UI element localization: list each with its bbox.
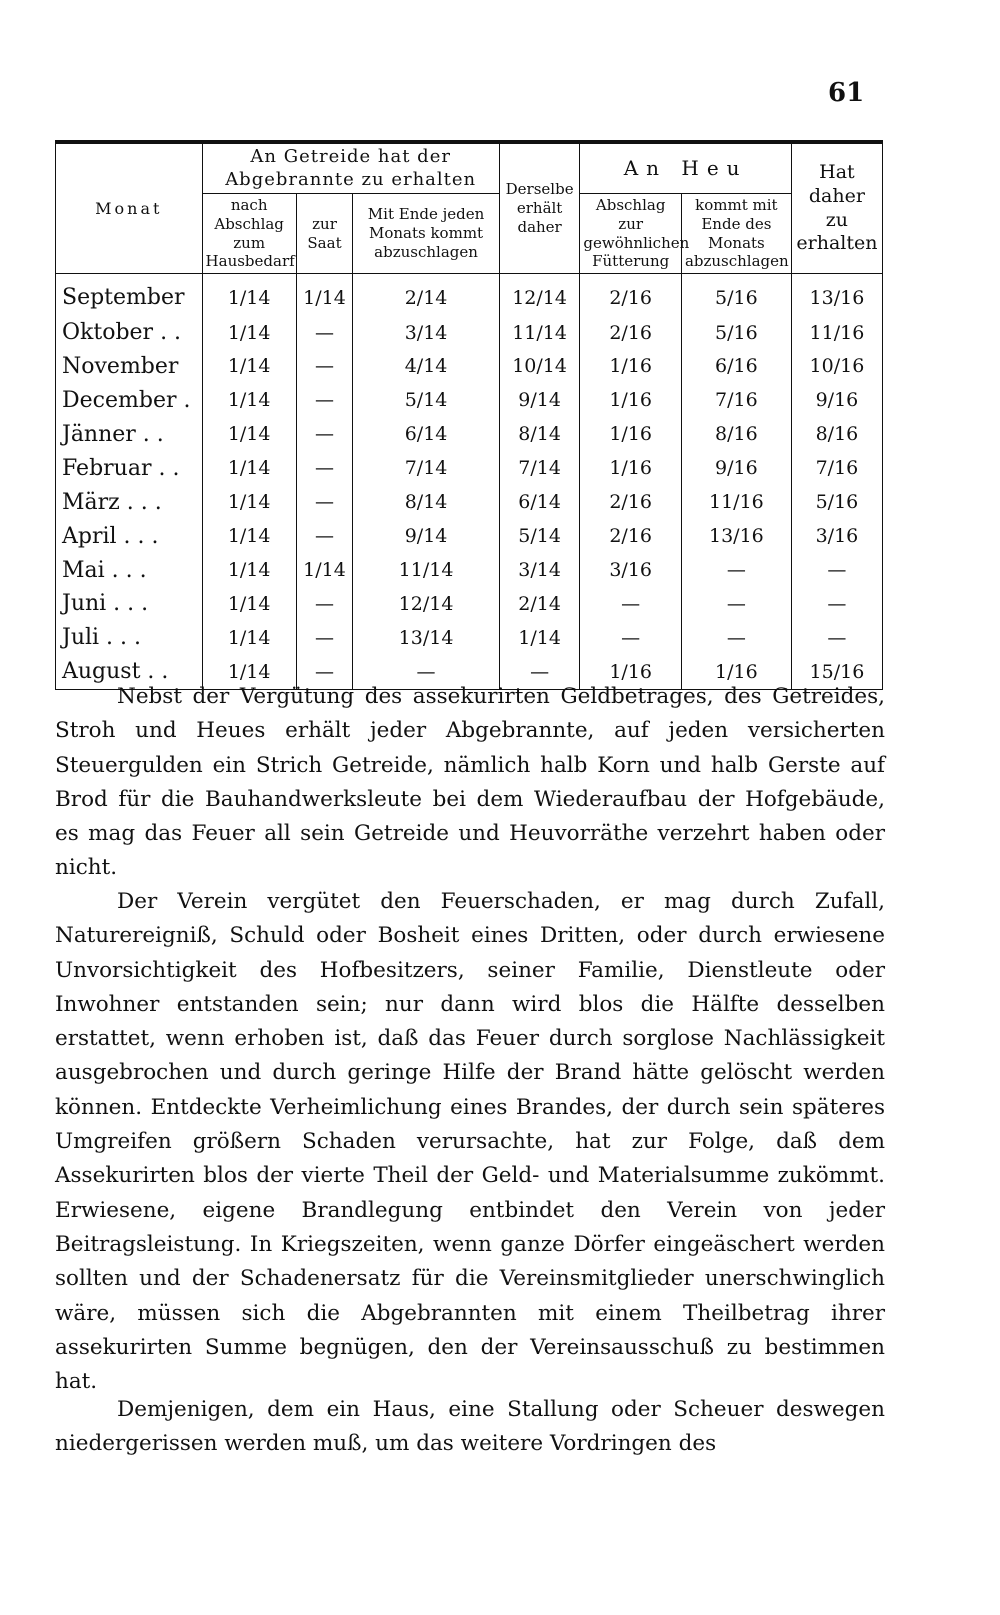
cell-monthly: 12/14	[353, 587, 500, 621]
cell-month: Jänner . .	[56, 417, 203, 451]
paragraph-1: Nebst der Vergütung des assekurirten Geldbetrages, des Getreides, Stroh und Heues erhält jeder Abgebrannte, auf jeden versicherten Steuergulden ein Strich Getreide, nämlich halb Korn und halb Gerste auf Brod für die Bauhandwerksleute bei dem Wiederaufbau der Hofgebäude, es mag das Feuer all sein Getreide und Heuvorräthe verzehrt haben oder nicht.	[55, 684, 885, 881]
cell-receives: 9/14	[499, 383, 580, 417]
cell-month: April . . .	[56, 519, 203, 553]
cell-hay-total: 9/16	[791, 383, 882, 417]
header-grain-receives: Derselbe erhält daher	[499, 142, 580, 274]
cell-household: 1/14	[202, 655, 296, 690]
cell-receives: 11/14	[499, 316, 580, 350]
cell-hay-monthly: 7/16	[681, 383, 791, 417]
cell-receives: 5/14	[499, 519, 580, 553]
cell-hay-deduction: 1/16	[580, 350, 682, 384]
cell-monthly: 5/14	[353, 383, 500, 417]
grain-hay-table-container	[55, 140, 883, 690]
table-row	[56, 316, 883, 350]
cell-hay-monthly: 6/16	[681, 350, 791, 384]
page-number: 61	[828, 78, 865, 108]
header-grain-monthly: Mit Ende jeden Monats kommt abzuschlagen	[353, 194, 500, 274]
table-row	[56, 587, 883, 621]
cell-month: December .	[56, 383, 203, 417]
cell-hay-monthly: —	[681, 553, 791, 587]
cell-hay-total: —	[791, 621, 882, 655]
cell-monthly: 4/14	[353, 350, 500, 384]
cell-hay-deduction: —	[580, 621, 682, 655]
table-row	[56, 350, 883, 384]
cell-seed: —	[296, 417, 353, 451]
header-hay-deduction: Abschlag zur gewöhnlichen Fütterung	[580, 194, 682, 274]
header-grain-seed: zur Saat	[296, 194, 353, 274]
cell-hay-monthly: 8/16	[681, 417, 791, 451]
table-row	[56, 485, 883, 519]
cell-seed: —	[296, 383, 353, 417]
cell-hay-total: 11/16	[791, 316, 882, 350]
cell-month: Juni . . .	[56, 587, 203, 621]
cell-month: Oktober . .	[56, 316, 203, 350]
cell-monthly: 9/14	[353, 519, 500, 553]
cell-hay-total: 10/16	[791, 350, 882, 384]
cell-household: 1/14	[202, 485, 296, 519]
cell-household: 1/14	[202, 417, 296, 451]
cell-monthly: —	[353, 655, 500, 690]
cell-hay-deduction: 1/16	[580, 451, 682, 485]
cell-household: 1/14	[202, 274, 296, 316]
cell-hay-monthly: —	[681, 621, 791, 655]
cell-receives: 12/14	[499, 274, 580, 316]
cell-household: 1/14	[202, 451, 296, 485]
cell-seed: —	[296, 350, 353, 384]
table-row	[56, 451, 883, 485]
cell-receives: 8/14	[499, 417, 580, 451]
cell-hay-total: —	[791, 553, 882, 587]
cell-hay-total: 15/16	[791, 655, 882, 690]
cell-month: Mai . . .	[56, 553, 203, 587]
cell-hay-deduction: 1/16	[580, 417, 682, 451]
cell-hay-deduction: 1/16	[580, 655, 682, 690]
cell-hay-monthly: —	[681, 587, 791, 621]
table-row	[56, 417, 883, 451]
table-row	[56, 383, 883, 417]
cell-household: 1/14	[202, 350, 296, 384]
cell-household: 1/14	[202, 587, 296, 621]
cell-receives: 2/14	[499, 587, 580, 621]
cell-hay-monthly: 5/16	[681, 274, 791, 316]
cell-month: Februar . .	[56, 451, 203, 485]
cell-hay-total: 7/16	[791, 451, 882, 485]
cell-hay-total: 5/16	[791, 485, 882, 519]
header-hay-monthly: kommt mit Ende des Monats abzuschlagen	[681, 194, 791, 274]
cell-household: 1/14	[202, 553, 296, 587]
cell-receives: 6/14	[499, 485, 580, 519]
header-grain-household: nach Abschlag zum Hausbedarf	[202, 194, 296, 274]
cell-hay-monthly: 11/16	[681, 485, 791, 519]
header-grain-group: An Getreide hat der Abgebrannte zu erhalten	[202, 142, 499, 194]
cell-receives: 7/14	[499, 451, 580, 485]
cell-month: August . .	[56, 655, 203, 690]
header-hay-group: An Heu	[580, 142, 791, 194]
cell-monthly: 3/14	[353, 316, 500, 350]
cell-seed: —	[296, 655, 353, 690]
cell-seed: —	[296, 587, 353, 621]
cell-monthly: 11/14	[353, 553, 500, 587]
cell-seed: —	[296, 316, 353, 350]
table-row	[56, 274, 883, 316]
cell-month: Juli . . .	[56, 621, 203, 655]
table-row	[56, 621, 883, 655]
table-row	[56, 519, 883, 553]
cell-hay-monthly: 9/16	[681, 451, 791, 485]
paragraph-2: Der Verein vergütet den Feuerschaden, er mag durch Zufall, Naturereigniß, Schuld oder Bosheit eines Dritten, oder durch erwiesene Unvorsichtigkeit des Hofbesitzers, seiner Familie, Dienstleute oder Inwohner entstanden sein; nur dann wird blos die Hälfte desselben erstattet, wenn erhoben ist, daß das Feuer durch sorglose Nachlässigkeit ausgebrochen und durch geringe Hilfe der Brand hätte gelöscht werden können. Entdeckte Verheimlichung eines Brandes, der durch sein späteres Umgreifen größern Schaden verursachte, hat zur Folge, daß dem Assekurirten blos der vierte Theil der Geld- und Materialsumme zukömmt. Erwiesene, eigene Brandlegung entbindet den Verein von jeder Beitragsleistung. In Kriegszeiten, wenn ganze Dörfer eingeäschert werden sollten und der Schadenersatz für die Vereinsmitglieder unerschwinglich wäre, müssen sich die Abgebrannten mit einem Theilbetrag ihrer assekurirten Summe begnügen, den der Vereinsausschuß zu bestimmen hat.	[55, 889, 885, 1395]
cell-seed: 1/14	[296, 274, 353, 316]
cell-receives: —	[499, 655, 580, 690]
cell-household: 1/14	[202, 519, 296, 553]
cell-hay-deduction: 2/16	[580, 485, 682, 519]
cell-hay-total: 8/16	[791, 417, 882, 451]
cell-hay-monthly: 5/16	[681, 316, 791, 350]
cell-hay-deduction: —	[580, 587, 682, 621]
cell-household: 1/14	[202, 316, 296, 350]
cell-receives: 3/14	[499, 553, 580, 587]
table-row	[56, 553, 883, 587]
cell-hay-total: 13/16	[791, 274, 882, 316]
cell-receives: 10/14	[499, 350, 580, 384]
cell-monthly: 13/14	[353, 621, 500, 655]
cell-hay-deduction: 1/16	[580, 383, 682, 417]
cell-seed: —	[296, 621, 353, 655]
cell-monthly: 2/14	[353, 274, 500, 316]
cell-household: 1/14	[202, 383, 296, 417]
cell-seed: —	[296, 451, 353, 485]
cell-hay-deduction: 2/16	[580, 274, 682, 316]
cell-receives: 1/14	[499, 621, 580, 655]
cell-month: November	[56, 350, 203, 384]
table-body	[56, 274, 883, 690]
cell-hay-deduction: 3/16	[580, 553, 682, 587]
cell-hay-monthly: 1/16	[681, 655, 791, 690]
cell-hay-deduction: 2/16	[580, 519, 682, 553]
cell-month: März . . .	[56, 485, 203, 519]
cell-hay-deduction: 2/16	[580, 316, 682, 350]
cell-hay-total: —	[791, 587, 882, 621]
cell-monthly: 8/14	[353, 485, 500, 519]
paragraph-3: Demjenigen, dem ein Haus, eine Stallung oder Scheuer deswegen niedergerissen werden muß, um das weitere Vordringen des	[55, 1397, 885, 1457]
header-month: Monat	[56, 142, 203, 274]
cell-monthly: 7/14	[353, 451, 500, 485]
cell-monthly: 6/14	[353, 417, 500, 451]
cell-seed: 1/14	[296, 553, 353, 587]
cell-seed: —	[296, 485, 353, 519]
cell-hay-monthly: 13/16	[681, 519, 791, 553]
header-hay-total: Hat daher zu erhalten	[791, 142, 882, 274]
cell-household: 1/14	[202, 621, 296, 655]
cell-seed: —	[296, 519, 353, 553]
grain-hay-table	[55, 140, 883, 690]
cell-hay-total: 3/16	[791, 519, 882, 553]
cell-month: September	[56, 274, 203, 316]
